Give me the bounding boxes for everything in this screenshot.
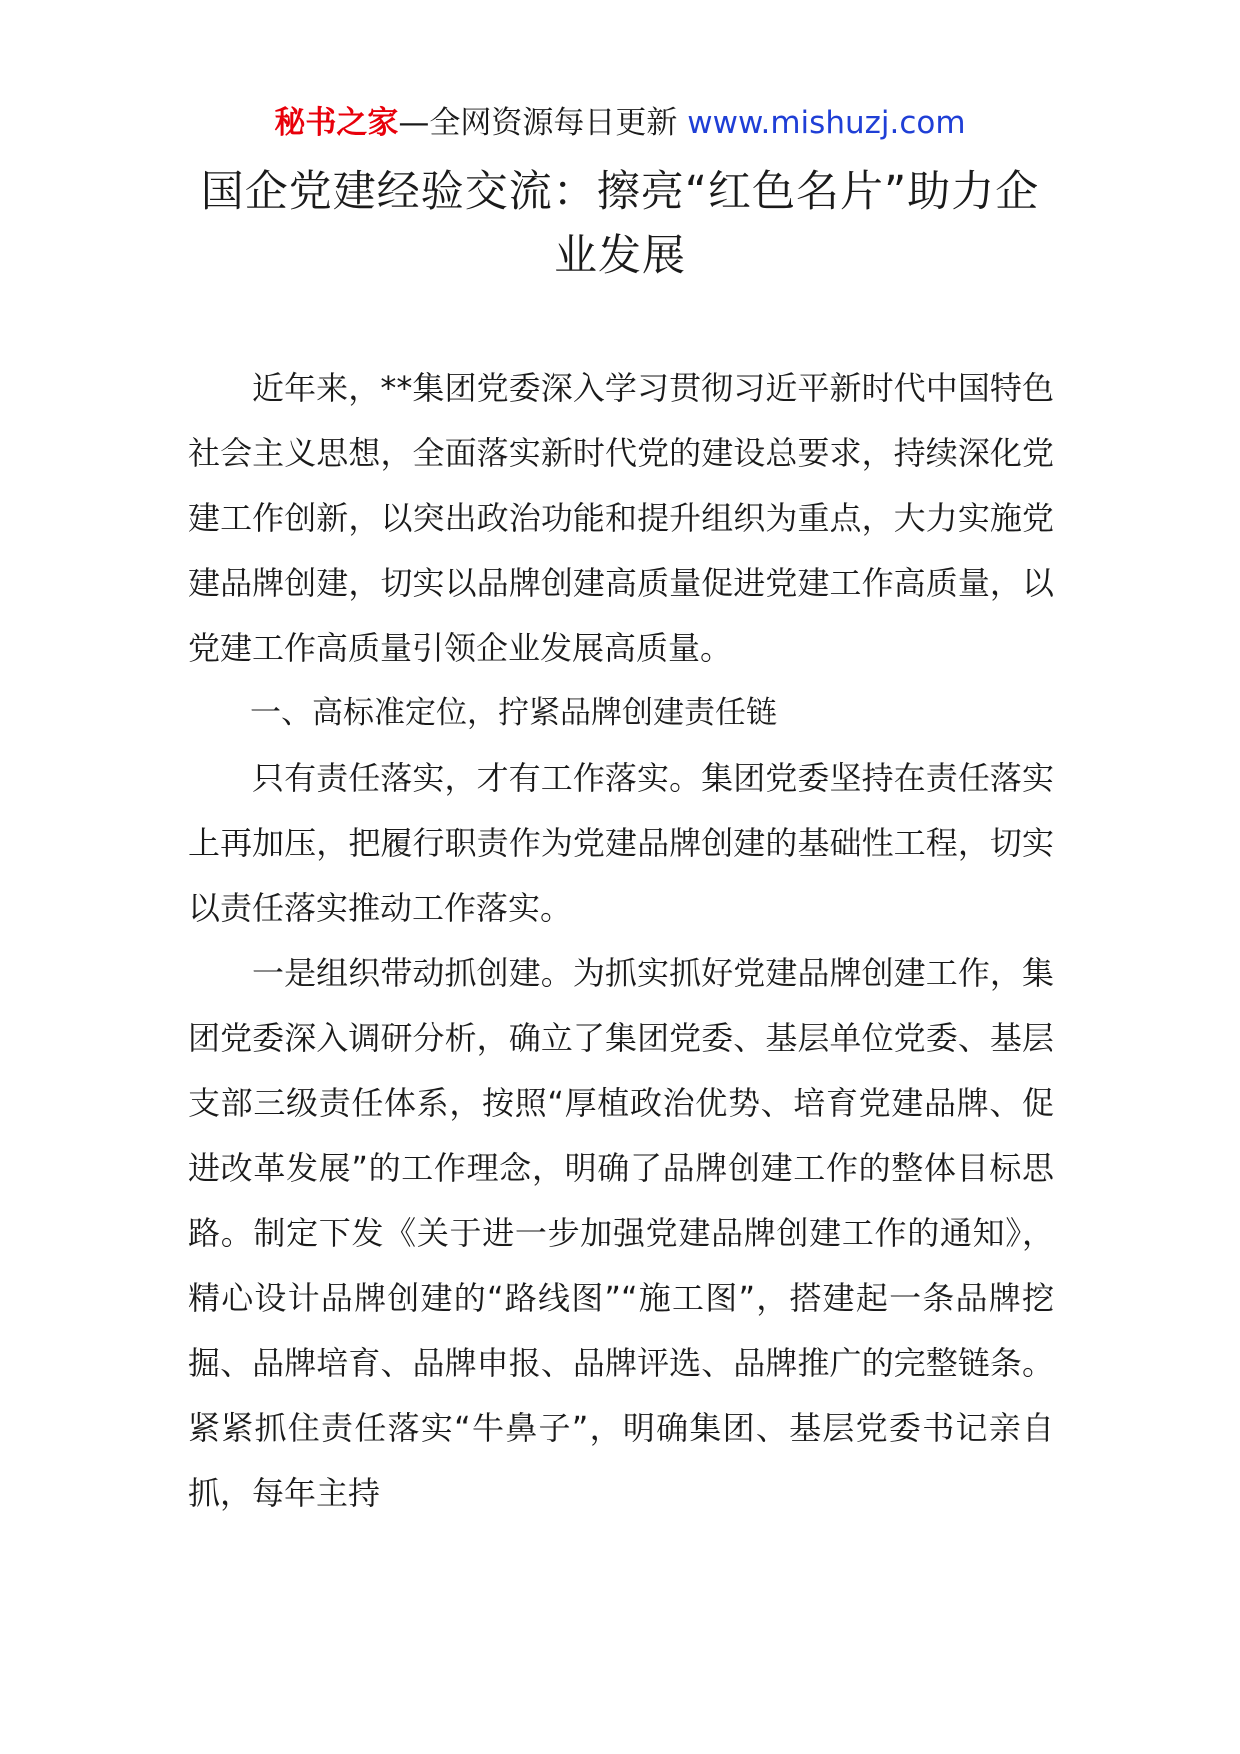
point-paragraph: 一是组织带动抓创建。为抓实抓好党建品牌创建工作，集团党委深入调研分析，确立了集团党委、基层单位党委、基层支部三级责任体系，按照“厚植政治优势、培育党建品牌、促进改革发展”的工作理念，明确了品牌创建工作的整体目标思路。制定下发《关于进一步加强党建品牌创建工作的通知》，精心设计品牌创建的“路线图”“施工图”，搭建起一条品牌挖掘、品牌培育、品牌申报、品牌评选、品牌推广的完整链条。紧紧抓住责任落实“牛鼻子”，明确集团、基层党委书记亲自抓，每年主持 — [188, 954, 1054, 1512]
section-paragraph: 只有责任落实，才有工作落实。集团党委坚持在责任落实上再加压，把履行职责作为党建品牌创建的基础性工程，切实以责任落实推动工作落实。 — [188, 759, 1054, 927]
site-brand: 秘书之家 — [274, 105, 399, 141]
document-title: 国企党建经验交流：擦亮“红色名片”助力企业发展 — [200, 167, 1040, 281]
section-heading: 一、高标准定位，拧紧品牌创建责任链 — [250, 695, 777, 731]
site-slogan: —全网资源每日更新 — [398, 105, 678, 141]
document-body — [188, 356, 1054, 1526]
site-url[interactable]: www.mishuzj.com — [687, 105, 966, 141]
intro-paragraph: 近年来，**集团党委深入学习贯彻习近平新时代中国特色社会主义思想，全面落实新时代党的建设总要求，持续深化党建工作创新，以突出政治功能和提升组织为重点，大力实施党建品牌创建，切实以品牌创建高质量促进党建工作高质量，以党建工作高质量引领企业发展高质量。 — [188, 369, 1054, 667]
site-header — [0, 98, 1240, 148]
